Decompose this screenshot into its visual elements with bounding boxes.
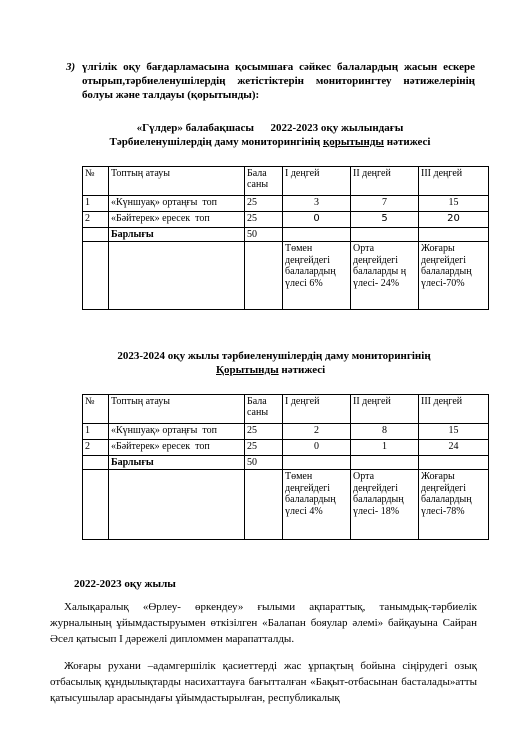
paragraph-1: Халықаралық «Өрлеу- өркендеу» ғылыми ақпараттық, танымдық-тәрбиелік журналының ұйымдастыруымен өткізілген «Балапан бояулар әлемі» байқауына Сайран Әсел қатысып І дәрежелі дипломмен марапатталды. (50, 601, 477, 645)
paragraph-2: Жоғары рухани –адамгершілік қасиеттерді жас ұрпақтың бойына сіңірудегі озық отбасылық құндылықтарды насихаттауға бағытталған «Бақыт-отбасынан басталады»атты қатысушылар арасындағы ұйымдастырылған, республикалық (50, 660, 477, 704)
table-row (83, 424, 489, 440)
table-cell: «Күншуақ» ортаңғы топ (109, 196, 245, 212)
table-cell: 8 (351, 424, 419, 440)
table2-title-line1: 2023-2024 оқу жылы тәрбиеленушілердің даму мониторингінің (117, 350, 431, 362)
table-header-row (83, 167, 489, 196)
header-cell: № (83, 395, 109, 424)
header-cell: ІІІ деңгей (419, 167, 489, 196)
header-cell: І деңгей (283, 167, 351, 196)
section-heading: 2022-2023 оқу жылы (74, 578, 176, 590)
table2-title-line2: Қорытынды нәтижесі (216, 364, 326, 376)
header-cell: Топтың атауы (109, 395, 245, 424)
summary-mid: Орта деңгейдегі балалардың үлесі- 18% (351, 470, 419, 540)
table-total-row (83, 456, 489, 470)
table2-title (70, 349, 478, 377)
summary-low: Төмен деңгейдегі балалардың үлесі 6% (283, 242, 351, 310)
table-cell: 15 (419, 196, 489, 212)
total-value: 50 (245, 228, 283, 242)
total-label: Барлығы (109, 456, 245, 470)
table-cell: 0 (283, 440, 351, 456)
table-cell: 1 (83, 424, 109, 440)
header-cell: ІІ деңгей (351, 167, 419, 196)
table-cell: 25 (245, 440, 283, 456)
table-summary-row (83, 242, 489, 310)
table-cell: 1 (83, 196, 109, 212)
header-cell: № (83, 167, 109, 196)
table-cell: 7 (351, 196, 419, 212)
table-total-row (83, 228, 489, 242)
table-row (83, 440, 489, 456)
table-cell: «Бәйтерек» ересек топ (109, 212, 245, 228)
header-cell: Бала саны (245, 167, 283, 196)
table-cell: 3 (283, 196, 351, 212)
table1-title (80, 121, 460, 149)
total-value: 50 (245, 456, 283, 470)
table-cell: 24 (419, 440, 489, 456)
table-cell: 5 (351, 212, 419, 228)
table-row (83, 212, 489, 228)
table-cell: 25 (245, 196, 283, 212)
intro-number: 3) (66, 61, 76, 73)
table-cell: 2 (283, 424, 351, 440)
table-cell: 1 (351, 440, 419, 456)
intro-paragraph (66, 60, 475, 102)
header-cell: І деңгей (283, 395, 351, 424)
table1 (82, 166, 489, 310)
header-cell: Бала саны (245, 395, 283, 424)
table-cell: 20 (419, 212, 489, 228)
header-cell: Топтың атауы (109, 167, 245, 196)
table1-title-line2: Тәрбиеленушілердің даму мониторингінің қорытынды нәтижесі (109, 136, 431, 148)
table-cell: 2 (83, 440, 109, 456)
table1-title-line1: «Гүлдер» балабақшасы 2022-2023 оқу жылындағы (136, 122, 404, 134)
table-row (83, 196, 489, 212)
table-cell: 2 (83, 212, 109, 228)
table-cell: «Күншуақ» ортаңғы топ (109, 424, 245, 440)
header-cell: ІІІ деңгей (419, 395, 489, 424)
summary-high: Жоғары деңгейдегі балалардың үлесі-70% (419, 242, 489, 310)
total-label: Барлығы (109, 228, 245, 242)
table-header-row (83, 395, 489, 424)
table-summary-row (83, 470, 489, 540)
table2 (82, 394, 489, 540)
summary-high: Жоғары деңгейдегі балалардың үлесі-78% (419, 470, 489, 540)
table-cell: 25 (245, 212, 283, 228)
intro-text: үлгілік оқу бағдарламасына қосымшаға сәйкес балалардың жасын ескере отырып,тәрбиеленушілердің жетістіктерін мониторингтеу нәтижелерінің болуы және талдауы (қорытынды): (82, 61, 475, 101)
table-cell: 25 (245, 424, 283, 440)
table-cell: 0 (283, 212, 351, 228)
table-cell: «Бәйтерек» ересек топ (109, 440, 245, 456)
table-cell: 15 (419, 424, 489, 440)
summary-mid: Орта деңгейдегі балаларды ң үлесі- 24% (351, 242, 419, 310)
header-cell: ІІ деңгей (351, 395, 419, 424)
summary-low: Төмен деңгейдегі балалардың үлесі 4% (283, 470, 351, 540)
